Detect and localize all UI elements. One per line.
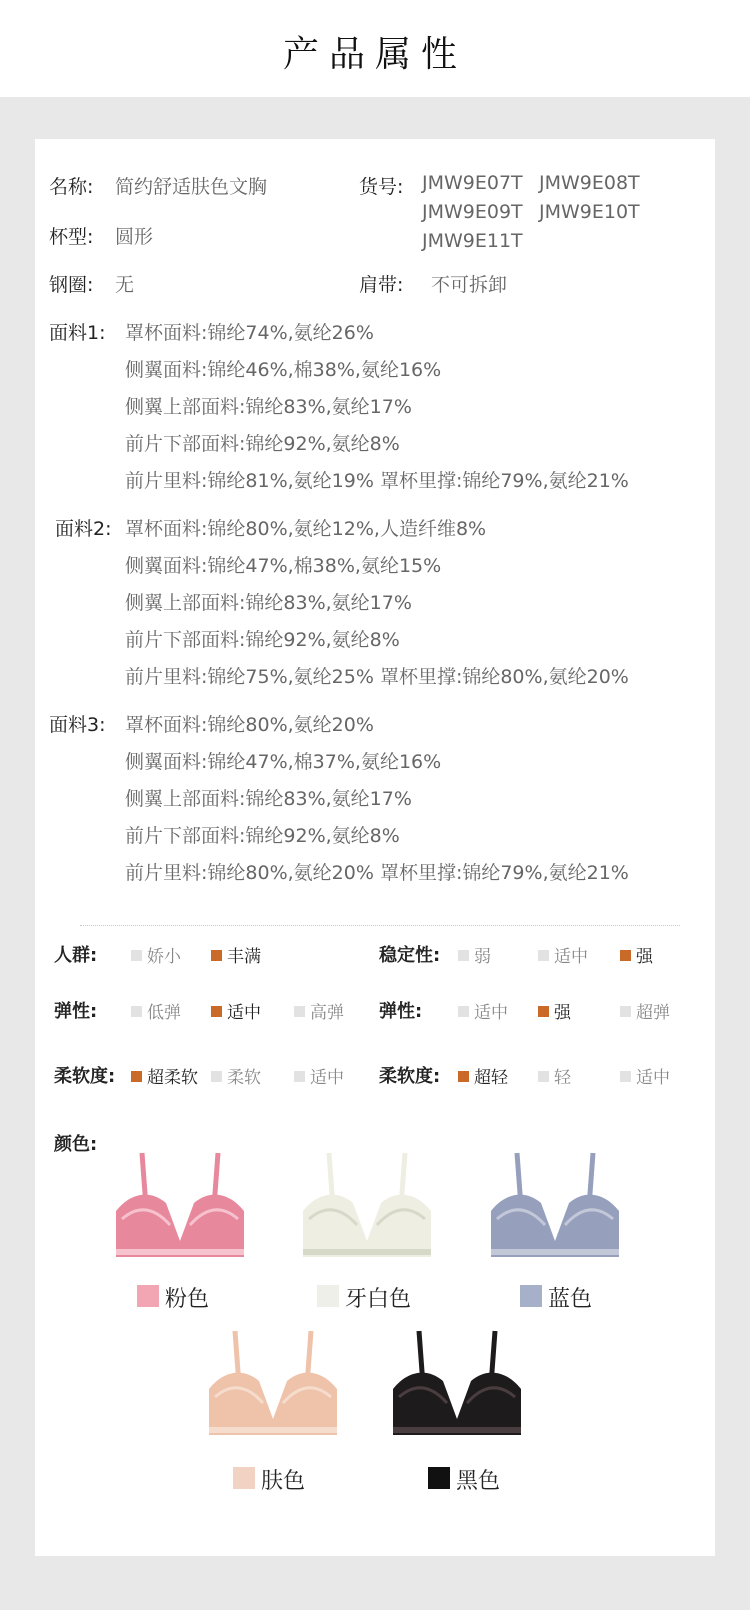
bra-image-black <box>387 1327 527 1439</box>
option-medium <box>620 1063 670 1088</box>
option-weak <box>458 942 491 967</box>
option-strong <box>620 942 653 967</box>
fabric-label: 面料2: <box>55 518 112 540</box>
bra-image-pink <box>110 1149 250 1261</box>
strap-label: 肩带: <box>359 274 404 296</box>
option-label: 适中 <box>636 1068 670 1088</box>
color-swatch <box>317 1285 339 1307</box>
checkbox-icon <box>294 1006 305 1017</box>
option-label: 低弹 <box>147 1003 181 1023</box>
checkbox-icon <box>131 1006 142 1017</box>
option-super-stretch <box>620 998 670 1023</box>
checkbox-icon <box>620 950 631 961</box>
option-label: 高弹 <box>310 1003 344 1023</box>
fabric-line: 侧翼上部面料:锦纶83%,氨纶17% <box>125 592 412 614</box>
option-label: 娇小 <box>147 947 181 967</box>
option-medium <box>538 942 588 967</box>
option-slight <box>131 942 181 967</box>
fabric-line: 侧翼面料:锦纶47%,棉37%,氨纶16% <box>125 751 442 773</box>
option-medium <box>211 998 261 1023</box>
checkbox-icon <box>131 950 142 961</box>
color-swatch <box>520 1285 542 1307</box>
item-number-value: JMW9E08T <box>539 172 640 194</box>
option-label: 丰满 <box>227 947 261 967</box>
color-name: 蓝色 <box>548 1287 593 1312</box>
option-label: 轻 <box>554 1068 571 1088</box>
option-label: 适中 <box>310 1068 344 1088</box>
page-header <box>0 0 750 97</box>
color-swatch <box>137 1285 159 1307</box>
option-label: 超轻 <box>474 1068 508 1088</box>
item-number-value: JMW9E09T <box>422 201 523 223</box>
fabric-label: 面料1: <box>49 322 106 344</box>
color-swatch <box>428 1467 450 1489</box>
fabric-line: 前片下部面料:锦纶92%,氨纶8% <box>125 433 400 455</box>
strap-value: 不可拆卸 <box>431 274 508 296</box>
bra-image-blue <box>485 1149 625 1261</box>
fabric-line: 侧翼面料:锦纶47%,棉38%,氨纶15% <box>125 555 442 577</box>
option-super-light <box>458 1063 508 1088</box>
checkbox-icon <box>620 1071 631 1082</box>
wire-label: 钢圈: <box>49 274 94 296</box>
cup-value: 圆形 <box>115 226 154 248</box>
checkbox-icon <box>458 950 469 961</box>
attribute-label: 人群: <box>54 945 98 966</box>
option-label: 适中 <box>474 1003 508 1023</box>
attribute-label: 弹性: <box>54 1001 98 1022</box>
color-swatch <box>233 1467 255 1489</box>
dotted-divider <box>80 925 680 926</box>
checkbox-icon <box>211 1071 222 1082</box>
attribute-label: 弹性: <box>379 1001 423 1022</box>
colors-label: 颜色: <box>54 1134 98 1155</box>
option-label: 强 <box>636 947 653 967</box>
color-name: 粉色 <box>165 1287 210 1312</box>
checkbox-icon <box>538 950 549 961</box>
item-number-label: 货号: <box>359 176 404 198</box>
option-medium <box>458 998 508 1023</box>
item-number-value: JMW9E11T <box>422 230 523 252</box>
fabric-line: 侧翼上部面料:锦纶83%,氨纶17% <box>125 788 412 810</box>
name-label: 名称: <box>49 176 94 198</box>
fabric-line: 罩杯面料:锦纶74%,氨纶26% <box>125 322 374 344</box>
option-label: 适中 <box>227 1003 261 1023</box>
color-name: 牙白色 <box>345 1287 412 1312</box>
color-name: 肤色 <box>261 1469 306 1494</box>
option-label: 弱 <box>474 947 491 967</box>
checkbox-icon <box>538 1071 549 1082</box>
fabric-line: 侧翼上部面料:锦纶83%,氨纶17% <box>125 396 412 418</box>
option-label: 柔软 <box>227 1068 261 1088</box>
checkbox-icon <box>211 1006 222 1017</box>
attributes-card <box>35 139 715 1556</box>
fabric-line: 前片里料:锦纶80%,氨纶20% 罩杯里撑:锦纶79%,氨纶21% <box>125 862 629 884</box>
fabric-line: 前片下部面料:锦纶92%,氨纶8% <box>125 825 400 847</box>
checkbox-icon <box>211 950 222 961</box>
option-high-stretch <box>294 998 344 1023</box>
checkbox-icon <box>131 1071 142 1082</box>
wire-value: 无 <box>115 274 135 296</box>
option-full <box>211 942 261 967</box>
checkbox-icon <box>620 1006 631 1017</box>
item-number-value: JMW9E07T <box>422 172 523 194</box>
checkbox-icon <box>294 1071 305 1082</box>
option-strong <box>538 998 571 1023</box>
option-label: 强 <box>554 1003 571 1023</box>
option-light <box>538 1063 571 1088</box>
checkbox-icon <box>458 1071 469 1082</box>
attribute-label: 柔软度: <box>379 1066 441 1087</box>
option-label: 适中 <box>554 947 588 967</box>
fabric-line: 前片里料:锦纶75%,氨纶25% 罩杯里撑:锦纶80%,氨纶20% <box>125 666 629 688</box>
page-title: 产品属性 <box>282 34 467 75</box>
checkbox-icon <box>458 1006 469 1017</box>
fabric-line: 侧翼面料:锦纶46%,棉38%,氨纶16% <box>125 359 442 381</box>
fabric-line: 前片里料:锦纶81%,氨纶19% 罩杯里撑:锦纶79%,氨纶21% <box>125 470 629 492</box>
fabric-label: 面料3: <box>49 714 106 736</box>
name-value: 简约舒适肤色文胸 <box>115 176 268 198</box>
option-low-stretch <box>131 998 181 1023</box>
fabric-line: 前片下部面料:锦纶92%,氨纶8% <box>125 629 400 651</box>
fabric-line: 罩杯面料:锦纶80%,氨纶12%,人造纤维8% <box>125 518 487 540</box>
attribute-label: 稳定性: <box>379 945 441 966</box>
option-soft <box>211 1063 261 1088</box>
checkbox-icon <box>538 1006 549 1017</box>
bra-image-nude <box>203 1327 343 1439</box>
bra-image-ivory <box>297 1149 437 1261</box>
option-super-soft <box>131 1063 198 1088</box>
cup-label: 杯型: <box>49 226 94 248</box>
option-label: 超弹 <box>636 1003 670 1023</box>
color-name: 黑色 <box>456 1469 501 1494</box>
attribute-label: 柔软度: <box>54 1066 116 1087</box>
item-number-value: JMW9E10T <box>539 201 640 223</box>
fabric-line: 罩杯面料:锦纶80%,氨纶20% <box>125 714 374 736</box>
option-medium <box>294 1063 344 1088</box>
option-label: 超柔软 <box>147 1068 198 1088</box>
